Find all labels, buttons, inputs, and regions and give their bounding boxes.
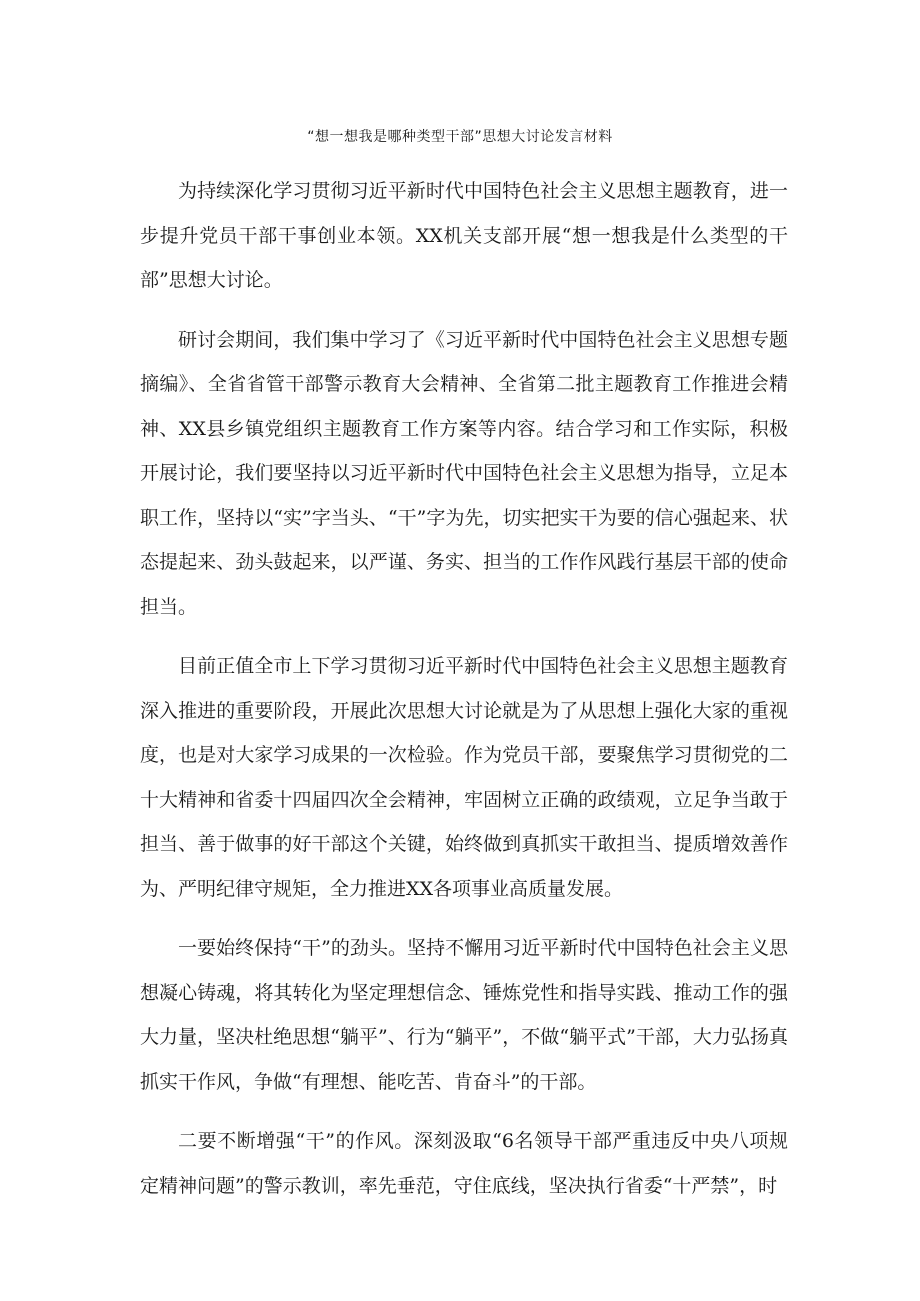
- paragraph-seminar: 研讨会期间，我们集中学习了《习近平新时代中国特色社会主义思想专题摘编》、全省省管干部警示教育大会精神、全省第二批主题教育工作推进会精神、XX县乡镇党组织主题教育工作方案等内容。结合学习和工作实际，积极开展讨论，我们要坚持以习近平新时代中国特色社会主义思想为指导，立足本职工作，坚持以“实”字当头、“干”字为先，切实把实干为要的信心强起来、状态提起来、劲头鼓起来，以严谨、务实、担当的工作作风践行基层干部的使命担当。: [140, 328, 788, 618]
- document-body: [140, 169, 788, 1223]
- paragraph-current-stage: 目前正值全市上下学习贯彻习近平新时代中国特色社会主义思想主题教育深入推进的重要阶段，开展此次思想大讨论就是为了从思想上强化大家的重视度，也是对大家学习成果的一次检验。作为党员干部，要聚焦学习贯彻党的二十大精神和省委十四届四次全会精神，牢固树立正确的政绩观，立足争当敢于担当、善于做事的好干部这个关键，始终做到真抓实干敢担当、提质增效善作为、严明纪律守规矩，全力推进XX各项事业高质量发展。: [140, 655, 788, 900]
- document-title: “想一想我是哪种类型干部”思想大讨论发言材料: [307, 129, 613, 145]
- paragraph-point-one: 一要始终保持“干”的劲头。坚持不懈用习近平新时代中国特色社会主义思想凝心铸魂，将其转化为坚定理想信念、锤炼党性和指导实践、推动工作的强大力量，坚决杜绝思想“躺平”、行为“躺平”，不做“躺平式”干部，大力弘扬真抓实干作风，争做“有理想、能吃苦、肯奋斗”的干部。: [140, 937, 788, 1093]
- paragraph-point-two: 二要不断增强“干”的作风。深刻汲取“6名领导干部严重违反中央八项规定精神问题”的警示教训，率先垂范，守住底线，坚决执行省委“十严禁”，时: [140, 1130, 788, 1197]
- paragraph-intro: 为持续深化学习贯彻习近平新时代中国特色社会主义思想主题教育，进一步提升党员干部干事创业本领。XX机关支部开展“想一想我是什么类型的干部”思想大讨论。: [140, 180, 788, 291]
